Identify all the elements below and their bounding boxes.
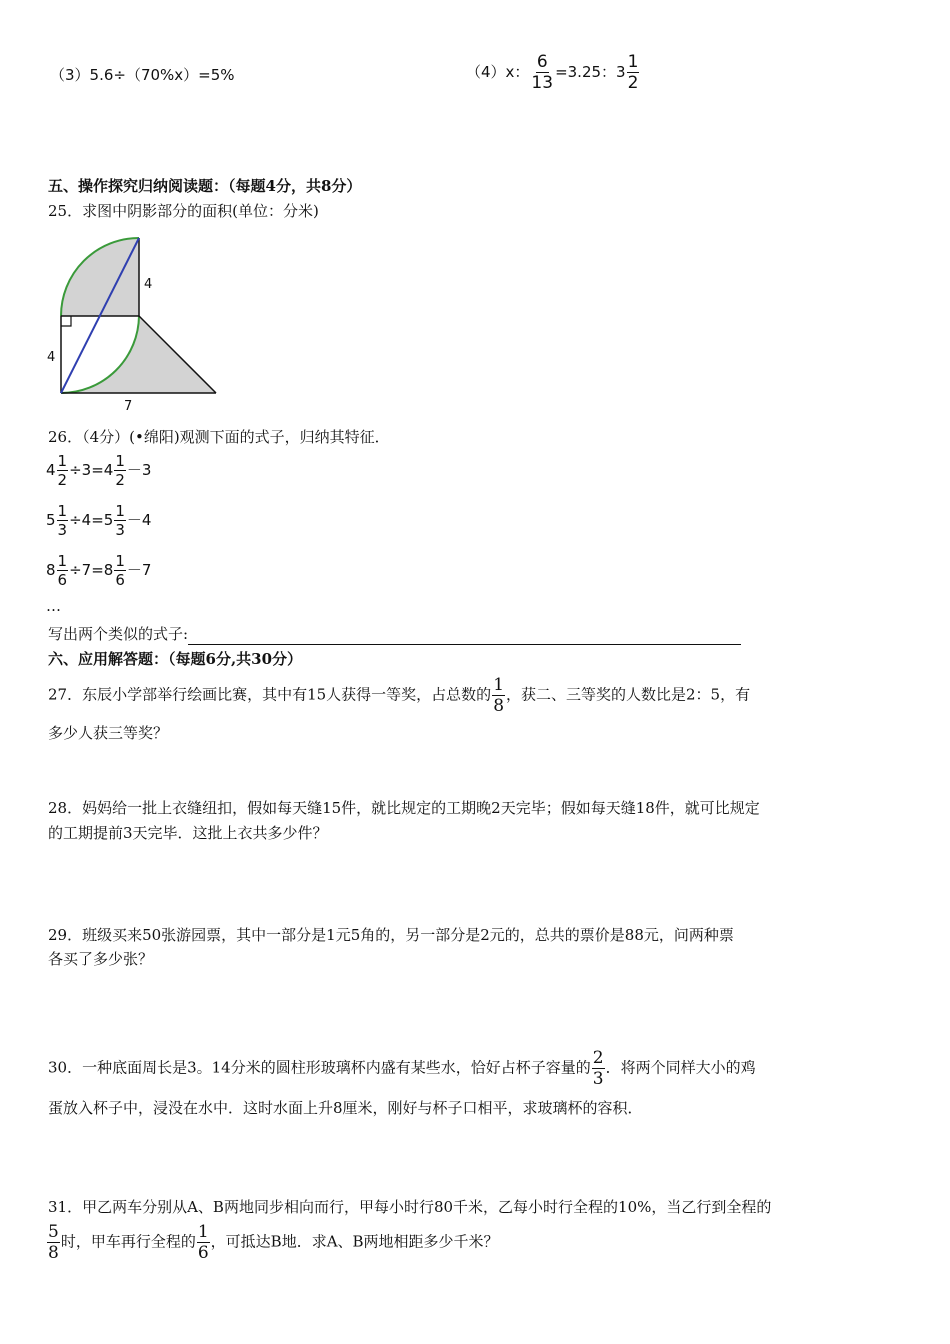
q25-figure (44, 228, 234, 418)
q26-equation-2: 5 $\frac{1}{3}$ ÷4=5 $\frac{1}{3}$ －4 (46, 502, 152, 539)
problem-3: （3）5.6÷（70%x）=5% (50, 66, 235, 84)
fraction-1-6: $\frac{1}{6}$ (57, 552, 68, 589)
q26-equation-3: 8 $\frac{1}{6}$ ÷7=8 $\frac{1}{6}$ －7 (46, 552, 152, 589)
fraction-1-2: $\frac{1}{2}$ (627, 52, 639, 93)
fraction-1-3: $\frac{1}{3}$ (57, 502, 68, 539)
q31-line-2: $\frac{5}{8}$ 时，甲车再行全程的 $\frac{1}{6}$ ，可抵达B地．求A、B两地相距多少千米？ (48, 1222, 499, 1263)
fraction-1-3: $\frac{1}{3}$ (115, 502, 125, 539)
q25-text: 25．求图中阴影部分的面积(单位：分米) (48, 202, 319, 220)
q30-line-2: 蛋放入杯子中，浸没在水中．这时水面上升8厘米，刚好与杯子口相平，求玻璃杯的容积． (48, 1099, 643, 1117)
fraction-1-2: $\frac{1}{2}$ (57, 452, 68, 489)
q27-line-1: 27．东辰小学部举行绘画比赛，其中有15人获得一等奖，占总数的 $\frac{1}{8}$ ，获二、三等奖的人数比是2：5，有 (48, 675, 751, 716)
problem-4-middle: =3.25：3 (555, 63, 626, 81)
label-bottom: 7 (124, 399, 133, 414)
q26-prompt: 写出两个类似的式子: (48, 623, 741, 645)
q26-text: 26．（4分）(•绵阳)观测下面的式子，归纳其特征． (48, 428, 390, 446)
label-left-side: 4 (47, 350, 56, 365)
label-top-side: 4 (144, 277, 153, 292)
q29-line-2: 各买了多少张？ (48, 950, 154, 968)
fraction-2-3: $\frac{2}{3}$ (592, 1048, 604, 1089)
answer-blank[interactable] (188, 628, 741, 645)
q27-line-2: 多少人获三等奖？ (48, 724, 169, 742)
q30-line-1: 30．一种底面周长是3。14分米的圆柱形玻璃杯内盛有某些水，恰好占杯子容量的 $\frac{2}{3}$ ．将两个同样大小的鸡 (48, 1048, 756, 1089)
q29-line-1: 29．班级买来50张游园票，其中一部分是1元5角的，另一部分是2元的，总共的票价是88元，问两种票 (48, 926, 734, 944)
fraction-1-6: $\frac{1}{6}$ (115, 552, 125, 589)
fraction-1-2: $\frac{1}{2}$ (115, 452, 125, 489)
shaded-top-half-circle (61, 238, 139, 316)
q31-line-1: 31．甲乙两车分别从A、B两地同步相向而行，甲每小时行80千米，乙每小时行全程的10%，当乙行到全程的 (48, 1198, 772, 1216)
problem-4-prefix: （4）x： (466, 63, 530, 81)
q28-line-2: 的工期提前3天完毕．这批上衣共多少件？ (48, 824, 328, 842)
fraction-6-13: $\frac{6}{13}$ (531, 52, 554, 93)
q28-line-1: 28．妈妈给一批上衣缝纽扣，假如每天缝15件，就比规定的工期晚2天完毕；假如每天缝18件，就可比规定 (48, 799, 760, 817)
section-6-heading: 六、应用解答题：（每题6分,共30分） (48, 650, 303, 668)
fraction-1-6: $\frac{1}{6}$ (197, 1222, 209, 1263)
ellipsis: … (46, 597, 61, 615)
section-5-heading: 五、操作探究归纳阅读题：（每题4分，共8分） (48, 177, 362, 195)
q26-equation-1: 4 $\frac{1}{2}$ ÷3=4 $\frac{1}{2}$ －3 (46, 452, 152, 489)
fraction-1-8: $\frac{1}{8}$ (493, 675, 505, 716)
problem-4 (466, 52, 640, 93)
fraction-5-8: $\frac{5}{8}$ (48, 1222, 59, 1263)
